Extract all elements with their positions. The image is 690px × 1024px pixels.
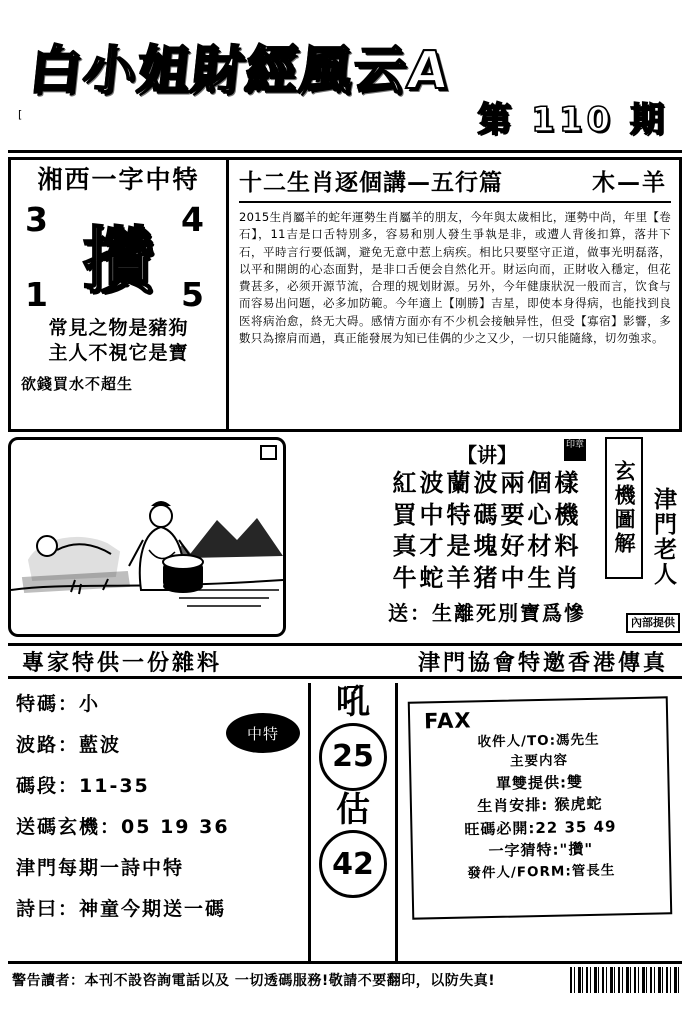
- mid-char-top: 吼: [336, 682, 370, 722]
- data-row-value: 神童今期送一碼: [79, 898, 227, 920]
- data-row: [16, 771, 304, 798]
- lucky-number-column: [308, 683, 398, 961]
- fax-content-line-2: 生肖安排: 猴虎蛇: [477, 794, 603, 816]
- banner-left-text: 專家特供一份雜料: [22, 650, 223, 676]
- grid-number-bottom-right: 5: [181, 274, 204, 314]
- fax-content-line-1: 單雙提供:雙: [495, 772, 584, 793]
- data-row: [16, 689, 304, 716]
- fax-column: [398, 683, 682, 961]
- circle-number-top: 25: [319, 723, 387, 791]
- verse-line-1: 紅波蘭波兩個樣: [392, 469, 582, 497]
- vertical-label-column: [562, 437, 680, 637]
- verse-line-3: 真才是塊好材料: [392, 532, 582, 561]
- coin-emblem-icon: 中特: [226, 713, 300, 753]
- data-row-value: 小: [79, 693, 101, 715]
- data-row-label: 波路：: [16, 734, 80, 756]
- corner-mark: [: [18, 108, 23, 121]
- fax-subject-line: 主要内容: [509, 752, 569, 770]
- verse-line-2: 買中特碼要心機: [392, 500, 582, 529]
- verse-box: [292, 437, 682, 637]
- banner-right-text: 津門協會特邀香港傳真: [417, 650, 668, 676]
- upper-section: [8, 157, 682, 432]
- warning-text: 警告讀者：本刊不設咨詢電話以及 一切透碼服務!敬請不要翻印，以防失真!: [12, 973, 496, 989]
- data-row: [16, 853, 304, 880]
- data-row-label: 津門每期一詩中特: [16, 857, 185, 879]
- verse-line-4: 牛蛇羊猪中生肖: [392, 564, 582, 593]
- vertical-author-name: 津門老人: [650, 487, 676, 587]
- internal-supply-stamp: 內部提供: [626, 613, 680, 633]
- data-row-value: 藍波: [79, 734, 122, 756]
- data-row-value: 05 19 36: [121, 816, 230, 838]
- article-box: [229, 160, 679, 429]
- seal-icon: 印章: [564, 439, 586, 461]
- fax-scroll: [408, 696, 673, 919]
- data-row-label: 碼段：: [16, 775, 80, 797]
- featured-character: 攢: [82, 218, 155, 303]
- number-grid: [17, 198, 220, 316]
- illustration-box: [8, 437, 286, 637]
- lower-section: [8, 683, 682, 964]
- article-header: [239, 164, 671, 203]
- verse-title: 【讲】: [457, 443, 517, 467]
- barcode-icon: [570, 967, 680, 993]
- data-row-value: 11-35: [79, 775, 150, 797]
- illustration-scene: [11, 440, 283, 634]
- grid-number-bottom-left: 1: [25, 274, 48, 314]
- verse-send-line: 送：生離死別寶爲慘: [388, 600, 586, 625]
- article-title: 十二生肖逐個講—五行篇: [239, 170, 503, 196]
- one-word-tip-box: [11, 160, 229, 429]
- grid-number-top-right: 4: [181, 199, 204, 239]
- article-body: 2015生肖屬羊的蛇年運勢生肖屬羊的朋友，今年與太歲相比，運勢中尚，年里【卷石】，11吉是口舌特別多，容易和別人發生爭執是非，或遭人背後扣算，落井下石，平時言行要低調，避免无意中惹上病疾。相比只要堅守正道，做事光明磊落，以平和開朗的心态面對，是非口舌便会自然化开。財运向而，正財收入穩定，但花費甚多，必须开源节流，合理的规划財源。另外，今年健康狀況一般而言，饮食与而容易出问题，必多加防範。今年適上【刚勝】吉星，即使本身得病，也能找到良医将病治愈，終无大碍。感情方面亦有不少机会接触异性，但受【寡宿】影響，多數只為擦肩而過，真正能發展为知已佳偶的少之又少，一切只能隨緣，切勿強求。: [239, 210, 671, 345]
- tip-poem-line-2: 主人不視它是寶: [48, 342, 189, 365]
- circle-number-bottom: 42: [319, 830, 387, 898]
- publication-title: 白小姐財經風云A: [26, 41, 453, 101]
- fax-to-line: 收件人/TO:馮先生: [477, 731, 600, 751]
- vertical-label: 玄機圖解: [605, 437, 643, 579]
- data-row: [16, 894, 304, 921]
- middle-section: [8, 437, 682, 637]
- fax-content-line-4: 一字猜特:"攢": [488, 839, 594, 861]
- masthead: [8, 0, 682, 150]
- data-row: [16, 812, 304, 839]
- issue-number: 第 110 期: [477, 100, 668, 140]
- tip-footer-note: 欲錢買水不超生: [21, 374, 134, 393]
- fax-from-line: 發件人/FORM:管長生: [467, 861, 616, 882]
- article-tag: 木—羊: [592, 170, 667, 196]
- fax-heading: FAX: [423, 708, 472, 734]
- data-row-label: 送碼玄機：: [16, 816, 122, 838]
- data-row-label: 詩曰：: [16, 898, 80, 920]
- page-footer: [8, 964, 682, 993]
- tip-poem-line-1: 常見之物是豬狗: [48, 316, 189, 339]
- fax-content-line-3: 旺碼必開:22 35 49: [464, 816, 617, 839]
- masthead-divider: [8, 150, 682, 153]
- prediction-data-column: [8, 683, 308, 961]
- grid-number-top-left: 3: [25, 199, 48, 239]
- mid-char-bottom: 估: [336, 789, 370, 830]
- data-row-label: 特碼：: [16, 693, 80, 715]
- one-word-tip-title: 湘西一字中特: [37, 165, 200, 194]
- section-banner: [8, 643, 682, 679]
